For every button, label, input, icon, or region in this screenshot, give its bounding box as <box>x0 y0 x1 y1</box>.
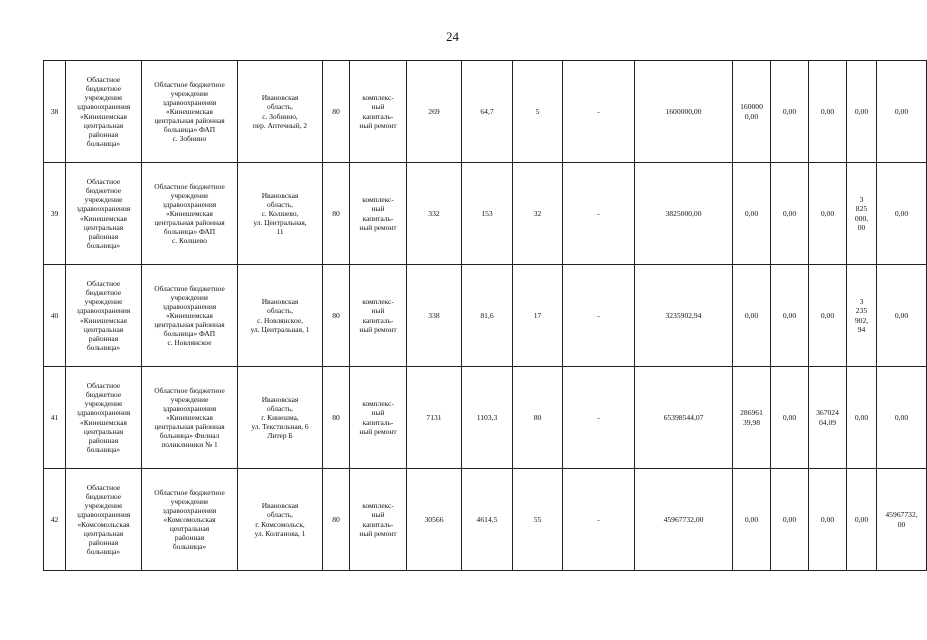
dash-value: - <box>563 367 635 469</box>
total-cost: 3235902,94 <box>635 265 733 367</box>
owner-name: Областное бюджетное учреждение здравоохранения «Кинешемская центральная районная больница» <box>66 163 142 265</box>
work-type: комплекс- ный капиталь- ный ремонт <box>350 163 407 265</box>
wear-percent: 80 <box>323 61 350 163</box>
wear-percent: 80 <box>323 367 350 469</box>
funding-year-1: 286961 39,98 <box>733 367 771 469</box>
area-value: 81,6 <box>462 265 513 367</box>
funding-year-5: 0,00 <box>877 367 927 469</box>
volume-value: 7131 <box>407 367 462 469</box>
object-address: Ивановская область, г. Кинешма, ул. Текстильная, 6 Литер Б <box>238 367 323 469</box>
row-number: 38 <box>44 61 66 163</box>
capacity-value: 80 <box>513 367 563 469</box>
funding-year-5: 0,00 <box>877 163 927 265</box>
total-cost: 1600000,00 <box>635 61 733 163</box>
table-row <box>44 367 927 469</box>
row-number: 39 <box>44 163 66 265</box>
wear-percent: 80 <box>323 469 350 571</box>
dash-value: - <box>563 265 635 367</box>
object-name: Областное бюджетное учреждение здравоохранения «Кинешемская центральная районная больница» ФАП с. Зобнино <box>142 61 238 163</box>
funding-year-1: 0,00 <box>733 265 771 367</box>
funding-year-4: 0,00 <box>847 469 877 571</box>
funding-year-5: 0,00 <box>877 265 927 367</box>
object-address: Ивановская область, с. Зобнино, пер. Аптечный, 2 <box>238 61 323 163</box>
funding-year-5: 45967732, 00 <box>877 469 927 571</box>
funding-year-5: 0,00 <box>877 61 927 163</box>
capacity-value: 55 <box>513 469 563 571</box>
funding-year-3: 0,00 <box>809 469 847 571</box>
capacity-value: 5 <box>513 61 563 163</box>
dash-value: - <box>563 61 635 163</box>
wear-percent: 80 <box>323 163 350 265</box>
object-address: Ивановская область, с. Колшево, ул. Центральная, 11 <box>238 163 323 265</box>
funding-year-1: 0,00 <box>733 469 771 571</box>
funding-year-4: 0,00 <box>847 367 877 469</box>
area-value: 153 <box>462 163 513 265</box>
funding-year-1: 0,00 <box>733 163 771 265</box>
funding-year-3: 0,00 <box>809 61 847 163</box>
work-type: комплекс- ный капиталь- ный ремонт <box>350 469 407 571</box>
table-row <box>44 469 927 571</box>
owner-name: Областное бюджетное учреждение здравоохранения «Кинешемская центральная районная больница» <box>66 265 142 367</box>
funding-year-2: 0,00 <box>771 367 809 469</box>
total-cost: 3825000,00 <box>635 163 733 265</box>
funding-year-3: 0,00 <box>809 163 847 265</box>
work-type: комплекс- ный капиталь- ный ремонт <box>350 367 407 469</box>
funding-year-2: 0,00 <box>771 265 809 367</box>
object-name: Областное бюджетное учреждение здравоохранения «Кинешемская центральная районная больница» Филиал поликлиники № 1 <box>142 367 238 469</box>
object-address: Ивановская область, с. Новлянское, ул. Центральная, 1 <box>238 265 323 367</box>
area-value: 1103,3 <box>462 367 513 469</box>
funding-year-4: 3 825 000, 00 <box>847 163 877 265</box>
work-type: комплекс- ный капиталь- ный ремонт <box>350 61 407 163</box>
funding-year-3: 0,00 <box>809 265 847 367</box>
dash-value: - <box>563 469 635 571</box>
funding-year-1: 160000 0,00 <box>733 61 771 163</box>
funding-year-2: 0,00 <box>771 61 809 163</box>
volume-value: 338 <box>407 265 462 367</box>
volume-value: 269 <box>407 61 462 163</box>
row-number: 42 <box>44 469 66 571</box>
funding-year-4: 0,00 <box>847 61 877 163</box>
owner-name: Областное бюджетное учреждение здравоохранения «Комсомольская центральная районная больница» <box>66 469 142 571</box>
object-name: Областное бюджетное учреждение здравоохранения «Комсомольская центральная районная больница» <box>142 469 238 571</box>
object-name: Областное бюджетное учреждение здравоохранения «Кинешемская центральная районная больница» ФАП с. Новлянское <box>142 265 238 367</box>
capacity-value: 17 <box>513 265 563 367</box>
volume-value: 332 <box>407 163 462 265</box>
area-value: 4614,5 <box>462 469 513 571</box>
row-number: 41 <box>44 367 66 469</box>
table-row <box>44 163 927 265</box>
facilities-table <box>43 60 927 571</box>
object-address: Ивановская область, г. Комсомольск, ул. Колганова, 1 <box>238 469 323 571</box>
page-number: 24 <box>446 29 459 44</box>
owner-name: Областное бюджетное учреждение здравоохранения «Кинешемская центральная районная больница» <box>66 61 142 163</box>
owner-name: Областное бюджетное учреждение здравоохранения «Кинешемская центральная районная больница» <box>66 367 142 469</box>
table-row <box>44 61 927 163</box>
capacity-value: 32 <box>513 163 563 265</box>
area-value: 64,7 <box>462 61 513 163</box>
wear-percent: 80 <box>323 265 350 367</box>
total-cost: 45967732,00 <box>635 469 733 571</box>
funding-year-3: 367024 04,09 <box>809 367 847 469</box>
funding-year-4: 3 235 902, 94 <box>847 265 877 367</box>
funding-year-2: 0,00 <box>771 163 809 265</box>
funding-year-2: 0,00 <box>771 469 809 571</box>
dash-value: - <box>563 163 635 265</box>
volume-value: 30566 <box>407 469 462 571</box>
work-type: комплекс- ный капиталь- ный ремонт <box>350 265 407 367</box>
object-name: Областное бюджетное учреждение здравоохранения «Кинешемская центральная районная больница» ФАП с. Колшево <box>142 163 238 265</box>
table-row <box>44 265 927 367</box>
total-cost: 65398544,07 <box>635 367 733 469</box>
row-number: 40 <box>44 265 66 367</box>
